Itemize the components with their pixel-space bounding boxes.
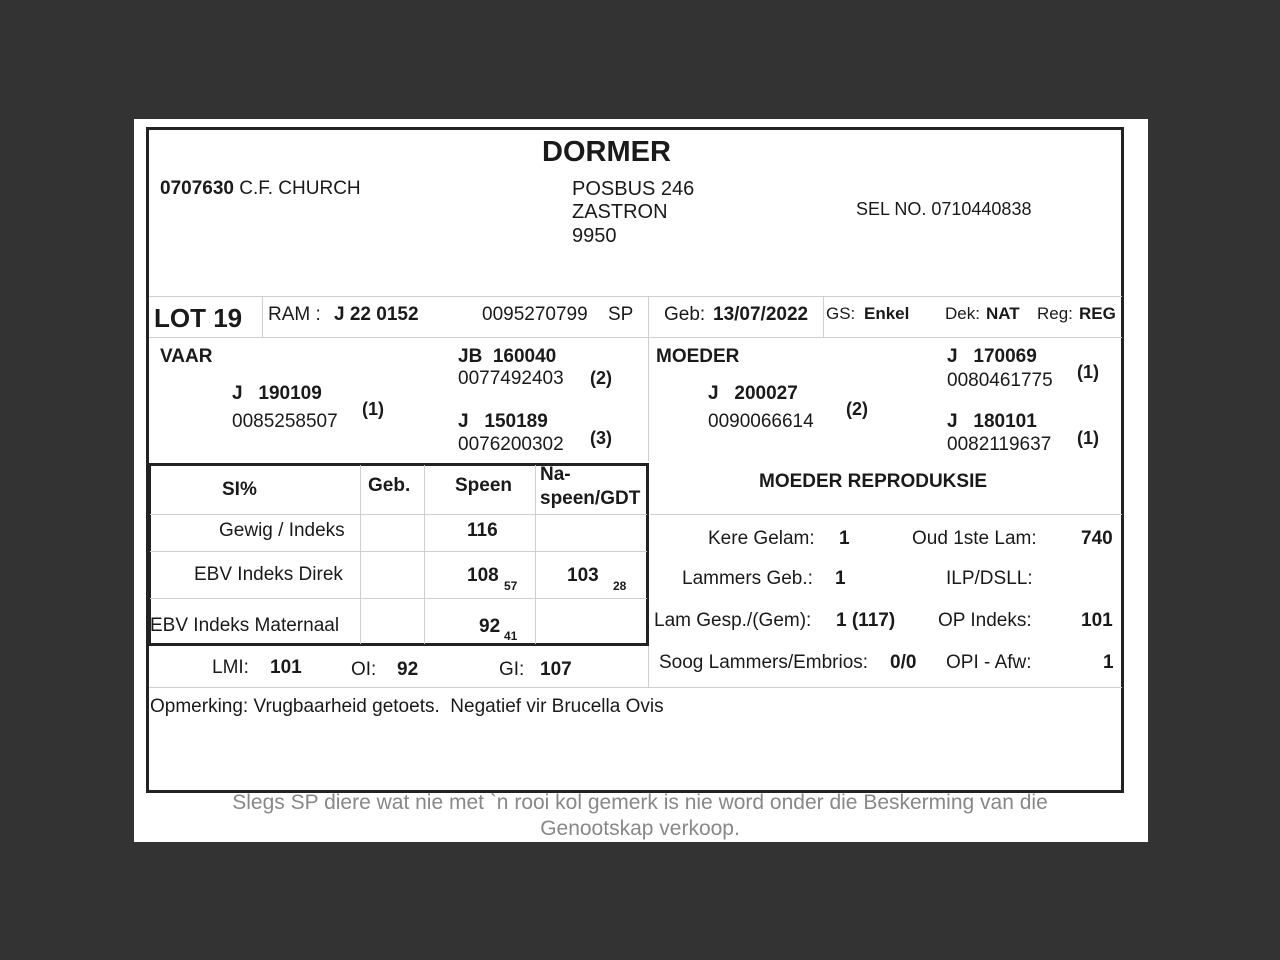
divider — [149, 687, 1122, 688]
naspeen-value: 103 — [567, 565, 599, 586]
op-label: OP Indeks: — [938, 610, 1032, 631]
kere-label: Kere Gelam: — [708, 528, 815, 549]
dam-sire-id: J 170069 — [947, 346, 1037, 367]
divider — [360, 465, 361, 644]
divider — [150, 598, 647, 599]
gi-value: 107 — [540, 659, 572, 680]
ram-value: J 22 0152 — [334, 304, 419, 325]
address-line-2: ZASTRON — [572, 201, 668, 223]
dek-value: NAT — [986, 304, 1020, 323]
gi-label: GI: — [499, 659, 525, 680]
dam-id: J 200027 — [708, 383, 798, 404]
sire-sire-number: 0077492403 — [458, 368, 564, 389]
geb-label: Geb: — [664, 304, 706, 325]
divider — [149, 296, 1122, 297]
dam-dam-score: (1) — [1077, 428, 1099, 448]
address-line-3: 9950 — [572, 225, 617, 247]
vaar-label: VAAR — [160, 346, 213, 367]
opi-label: OPI - Afw: — [946, 652, 1032, 673]
geb-value: 13/07/2022 — [713, 304, 809, 325]
breeder-info — [160, 178, 361, 200]
row-label: EBV Indeks Direk — [194, 564, 343, 585]
breed-title: DORMER — [542, 136, 671, 168]
dam-sire-score: (1) — [1077, 362, 1099, 382]
reg-value: REG — [1079, 304, 1116, 323]
naspeen-header-2: speen/GDT — [540, 488, 641, 509]
speen-value: 108 — [467, 565, 499, 586]
divider — [262, 296, 263, 337]
remark-label: Opmerking: — [150, 696, 249, 717]
speen-subscript: 41 — [504, 629, 518, 643]
row-label: EBV Indeks Maternaal — [150, 615, 340, 636]
ram-label: RAM : — [268, 304, 321, 325]
gs-value: Enkel — [864, 304, 910, 323]
footer-line-1: Slegs SP diere wat nie met `n rooi kol gemerk is nie word onder die Beskerming van die — [232, 791, 1048, 814]
sp-mark: SP — [608, 304, 634, 325]
sel-no: SEL NO. 0710440838 — [856, 199, 1032, 219]
soog-label: Soog Lammers/Embrios: — [659, 652, 869, 673]
speen-subscript: 57 — [504, 579, 518, 593]
gs-label: GS: — [826, 304, 856, 323]
reg-label: Reg: — [1037, 304, 1073, 323]
divider — [650, 514, 1122, 515]
remark — [150, 696, 664, 718]
oud-label: Oud 1ste Lam: — [912, 528, 1037, 549]
divider — [150, 551, 647, 552]
id-number: 0095270799 — [482, 304, 588, 325]
divider — [424, 465, 425, 644]
breeder-code: 0707630 — [160, 178, 234, 199]
dam-dam-id: J 180101 — [947, 411, 1037, 432]
remark-text: Vrugbaarheid getoets. Negatief vir Brucella Ovis — [253, 696, 664, 717]
dam-sire-number: 0080461775 — [947, 370, 1053, 391]
sire-sire-score: (2) — [590, 368, 612, 388]
footer-line-2: Genootskap verkoop. — [540, 817, 740, 840]
dam-number: 0090066614 — [708, 411, 814, 432]
lot-number: LOT 19 — [154, 303, 243, 333]
op-value: 101 — [1081, 610, 1113, 631]
divider — [648, 296, 649, 461]
lammers-value: 1 — [835, 568, 846, 589]
divider — [535, 465, 536, 644]
sire-number: 0085258507 — [232, 411, 338, 432]
sire-id: J 190109 — [232, 383, 322, 404]
oi-value: 92 — [397, 659, 419, 680]
breeder-name: C.F. CHURCH — [239, 178, 361, 199]
speen-value: 116 — [467, 520, 498, 541]
lot-card — [146, 127, 1124, 793]
address-line-1: POSBUS 246 — [572, 178, 695, 200]
lmi-label: LMI: — [212, 657, 249, 678]
lam-value: 1 (117) — [836, 610, 896, 631]
moeder-label: MOEDER — [656, 346, 740, 367]
sire-score: (1) — [362, 399, 384, 419]
dam-score: (2) — [846, 399, 868, 419]
sire-dam-score: (3) — [590, 428, 612, 448]
dam-dam-number: 0082119637 — [947, 434, 1052, 455]
soog-value: 0/0 — [890, 652, 917, 673]
divider — [150, 514, 647, 515]
sire-dam-number: 0076200302 — [458, 434, 564, 455]
footer-note — [140, 790, 1140, 842]
dek-label: Dek: — [945, 304, 980, 323]
opi-value: 1 — [1103, 652, 1114, 673]
oi-label: OI: — [351, 659, 377, 680]
divider — [648, 646, 649, 687]
sire-dam-id: J 150189 — [458, 411, 548, 432]
si-header: SI% — [222, 479, 257, 500]
kere-value: 1 — [839, 528, 850, 549]
naspeen-header-1: Na- — [540, 464, 571, 485]
speen-header: Speen — [455, 475, 513, 496]
sire-sire-id: JB 160040 — [458, 346, 557, 367]
row-label: Gewig / Indeks — [219, 520, 345, 541]
speen-value: 92 — [479, 616, 501, 637]
lam-label: Lam Gesp./(Gem): — [654, 610, 812, 631]
naspeen-subscript: 28 — [613, 579, 627, 593]
lammers-label: Lammers Geb.: — [682, 568, 813, 589]
ilp-label: ILP/DSLL: — [946, 568, 1033, 589]
divider — [823, 296, 824, 337]
lmi-value: 101 — [270, 657, 302, 678]
divider — [149, 337, 1122, 338]
oud-value: 740 — [1081, 528, 1113, 549]
geb-header: Geb. — [368, 475, 411, 496]
reproduction-title: MOEDER REPRODUKSIE — [759, 471, 988, 492]
